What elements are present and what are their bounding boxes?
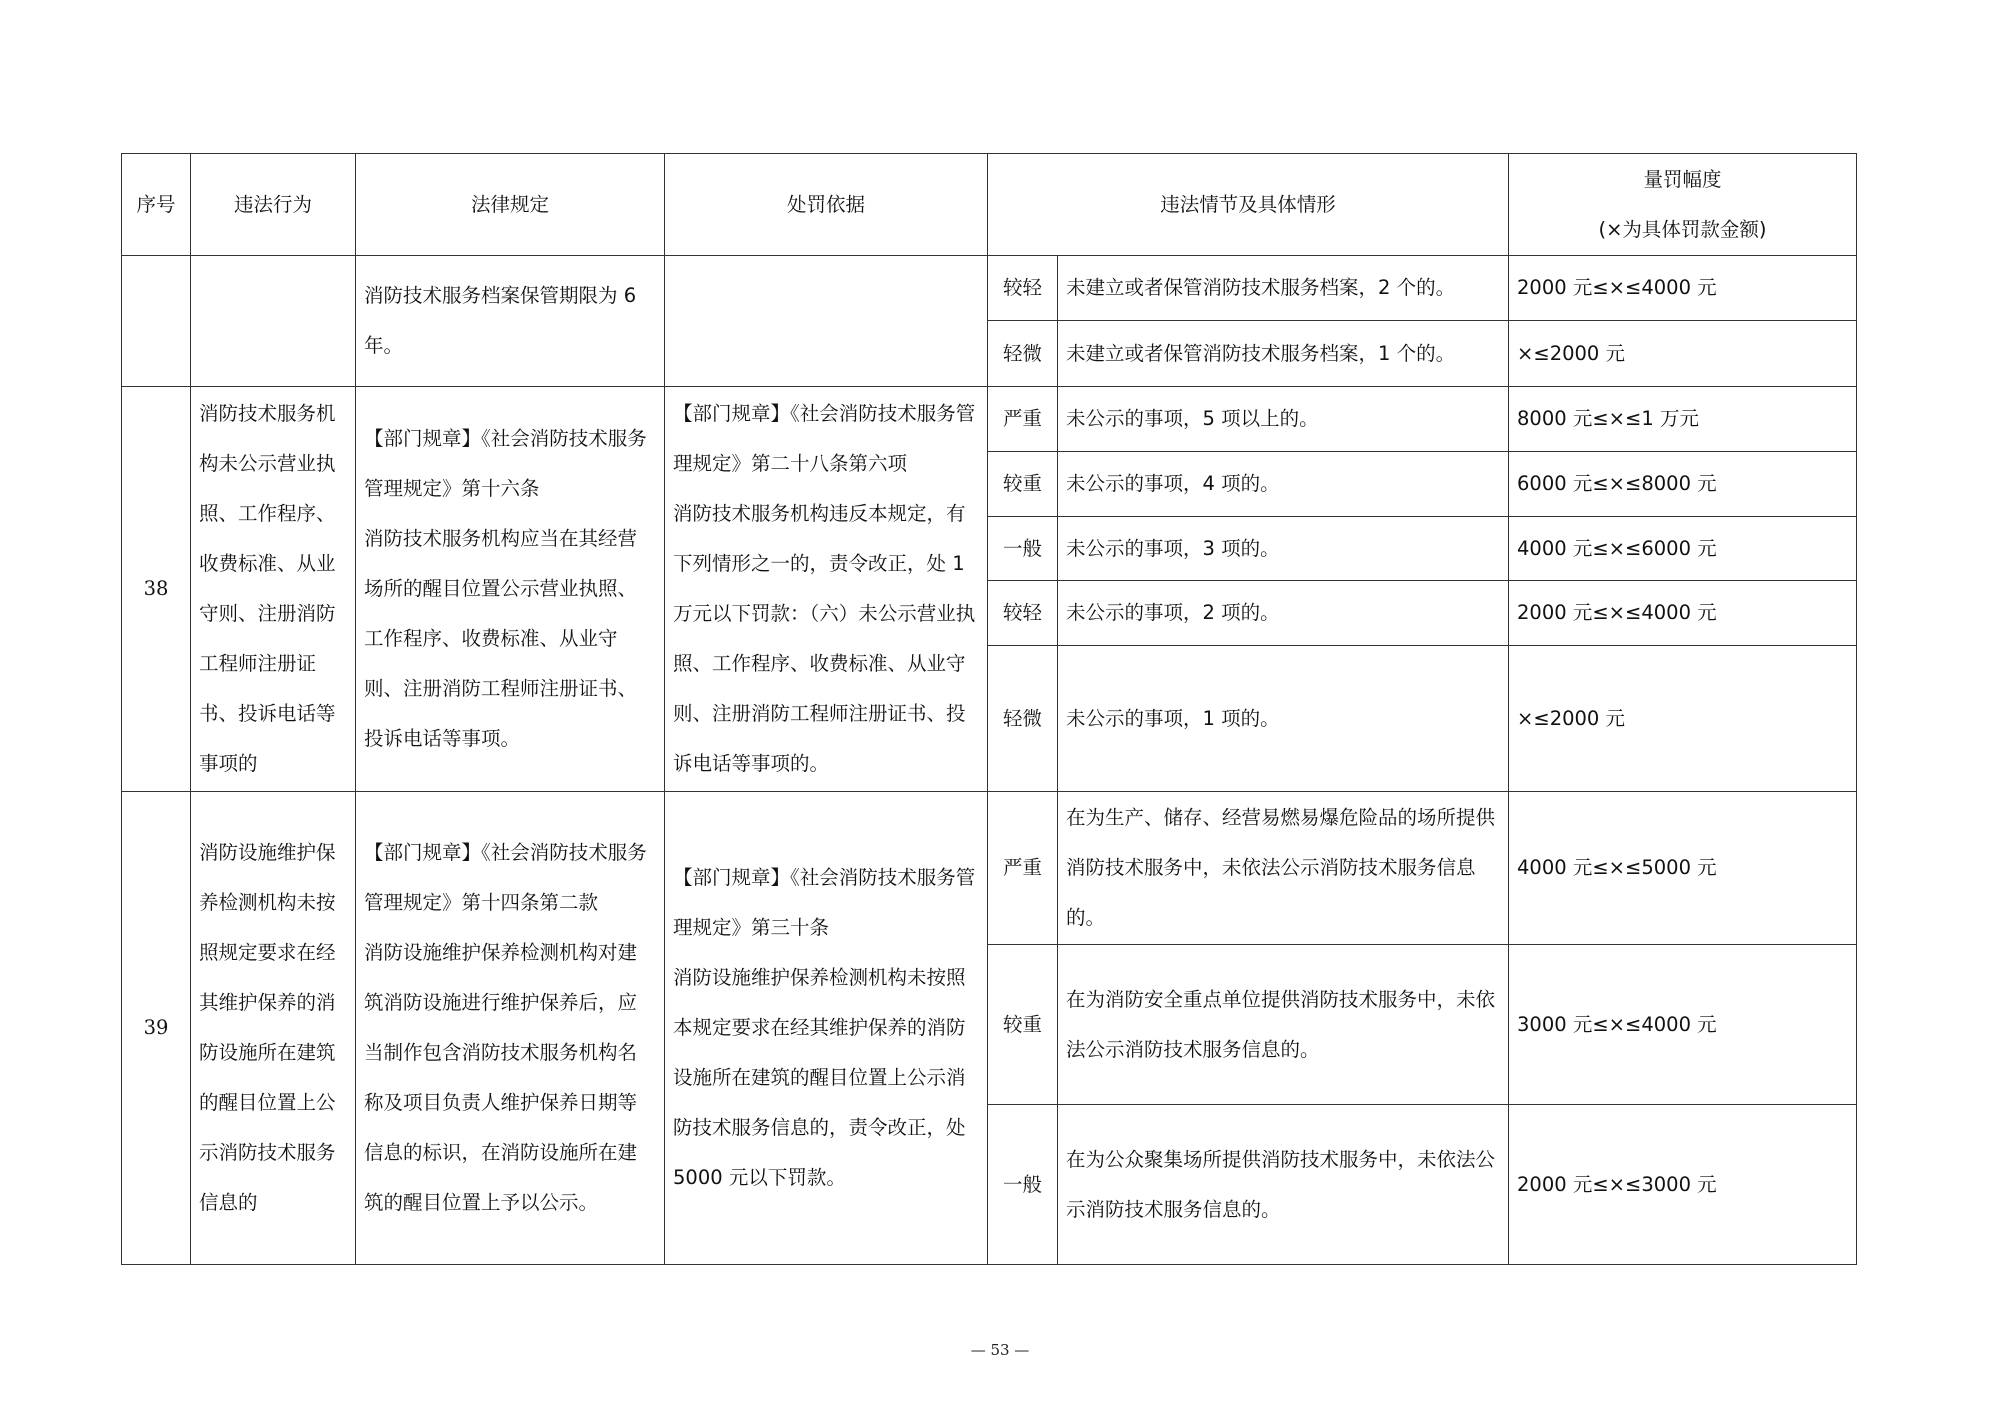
header-range xyxy=(1509,154,1857,256)
level-cell: 轻微 xyxy=(988,321,1058,387)
law-cell: 【部门规章】《社会消防技术服务管理规定》第十六条 消防技术服务机构应当在其经营场所的醒目位置公示营业执照、工作程序、收费标准、从业守则、注册消防工程师注册证书、投诉电话等事项。 xyxy=(356,387,665,792)
header-basis: 处罚依据 xyxy=(665,154,988,256)
amount-cell: ×≤2000 元 xyxy=(1509,646,1857,792)
amount-cell: 8000 元≤×≤1 万元 xyxy=(1509,387,1857,452)
act-cell: 消防技术服务机构未公示营业执照、工作程序、收费标准、从业守则、注册消防工程师注册证书、投诉电话等事项的 xyxy=(191,387,356,792)
amount-cell: 2000 元≤×≤4000 元 xyxy=(1509,256,1857,321)
basis-cell: 【部门规章】《社会消防技术服务管理规定》第二十八条第六项 消防技术服务机构违反本规定，有下列情形之一的，责令改正，处 1 万元以下罚款：（六）未公示营业执照、工作程序、收费标准、从业守则、注册消防工程师注册证书、投诉电话等事项的。 xyxy=(665,387,988,792)
level-cell: 轻微 xyxy=(988,646,1058,792)
level-cell: 严重 xyxy=(988,792,1058,945)
cont-basis-cell xyxy=(665,256,988,387)
desc-cell: 未建立或者保管消防技术服务档案，1 个的。 xyxy=(1058,321,1509,387)
header-circumstance: 违法情节及具体情形 xyxy=(988,154,1509,256)
desc-cell: 未公示的事项，4 项的。 xyxy=(1058,452,1509,517)
header-law: 法律规定 xyxy=(356,154,665,256)
desc-cell: 未建立或者保管消防技术服务档案，2 个的。 xyxy=(1058,256,1509,321)
seq-cell: 39 xyxy=(122,792,191,1265)
amount-cell: 2000 元≤×≤4000 元 xyxy=(1509,581,1857,646)
cont-seq-cell xyxy=(122,256,191,387)
level-cell: 较重 xyxy=(988,945,1058,1105)
penalty-table xyxy=(121,153,1857,1265)
amount-cell: 2000 元≤×≤3000 元 xyxy=(1509,1105,1857,1265)
amount-cell: ×≤2000 元 xyxy=(1509,321,1857,387)
amount-cell: 6000 元≤×≤8000 元 xyxy=(1509,452,1857,517)
desc-cell: 在为公众聚集场所提供消防技术服务中，未依法公示消防技术服务信息的。 xyxy=(1058,1105,1509,1265)
level-cell: 一般 xyxy=(988,1105,1058,1265)
table-row xyxy=(122,387,1857,452)
amount-cell: 4000 元≤×≤5000 元 xyxy=(1509,792,1857,945)
desc-cell: 未公示的事项，1 项的。 xyxy=(1058,646,1509,792)
desc-cell: 在为生产、储存、经营易燃易爆危险品的场所提供消防技术服务中，未依法公示消防技术服务信息的。 xyxy=(1058,792,1509,945)
cont-law-cell: 消防技术服务档案保管期限为 6 年。 xyxy=(356,256,665,387)
cont-act-cell xyxy=(191,256,356,387)
level-cell: 严重 xyxy=(988,387,1058,452)
page-number: — 53 — xyxy=(970,1341,1030,1359)
desc-cell: 未公示的事项，5 项以上的。 xyxy=(1058,387,1509,452)
header-row xyxy=(122,154,1857,256)
table-row xyxy=(122,256,1857,321)
header-seq: 序号 xyxy=(122,154,191,256)
amount-cell: 4000 元≤×≤6000 元 xyxy=(1509,517,1857,581)
level-cell: 一般 xyxy=(988,517,1058,581)
amount-cell: 3000 元≤×≤4000 元 xyxy=(1509,945,1857,1105)
header-range-line2: (×为具体罚款金额) xyxy=(1598,217,1767,241)
level-cell: 较重 xyxy=(988,452,1058,517)
level-cell: 较轻 xyxy=(988,256,1058,321)
header-range-line1: 量罚幅度 xyxy=(1643,167,1722,191)
desc-cell: 未公示的事项，3 项的。 xyxy=(1058,517,1509,581)
header-act: 违法行为 xyxy=(191,154,356,256)
level-cell: 较轻 xyxy=(988,581,1058,646)
desc-cell: 在为消防安全重点单位提供消防技术服务中，未依法公示消防技术服务信息的。 xyxy=(1058,945,1509,1105)
act-cell: 消防设施维护保养检测机构未按照规定要求在经其维护保养的消防设施所在建筑的醒目位置上公示消防技术服务信息的 xyxy=(191,792,356,1265)
law-cell: 【部门规章】《社会消防技术服务管理规定》第十四条第二款 消防设施维护保养检测机构对建筑消防设施进行维护保养后，应当制作包含消防技术服务机构名称及项目负责人维护保养日期等信息的标识，在消防设施所在建筑的醒目位置上予以公示。 xyxy=(356,792,665,1265)
table-row xyxy=(122,792,1857,945)
desc-cell: 未公示的事项，2 项的。 xyxy=(1058,581,1509,646)
basis-cell: 【部门规章】《社会消防技术服务管理规定》第三十条 消防设施维护保养检测机构未按照本规定要求在经其维护保养的消防设施所在建筑的醒目位置上公示消防技术服务信息的，责令改正，处 5000 元以下罚款。 xyxy=(665,792,988,1265)
seq-cell: 38 xyxy=(122,387,191,792)
